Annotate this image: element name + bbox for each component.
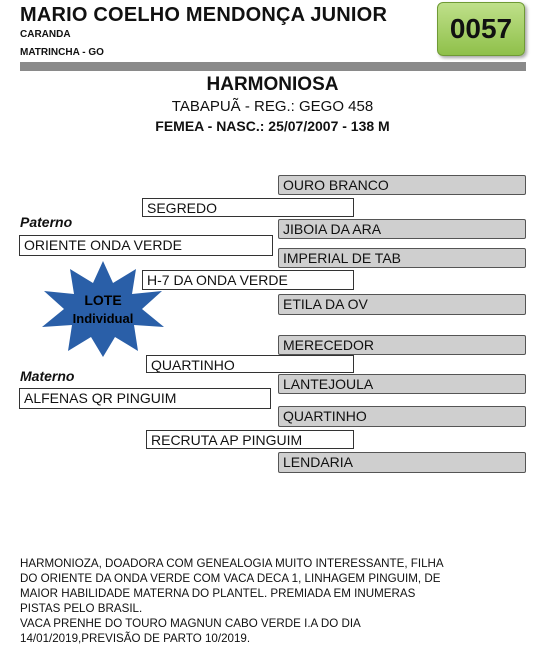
owner-name: MARIO COELHO MENDONÇA JUNIOR	[20, 4, 388, 26]
pedigree-sire: ORIENTE ONDA VERDE	[19, 235, 273, 256]
farm-name: CARANDA	[20, 29, 71, 40]
pedigree-sds: IMPERIAL DE TAB	[278, 248, 526, 268]
pedigree-dam-dam: RECRUTA AP PINGUIM	[146, 430, 354, 449]
lote-individual-starburst-icon	[38, 259, 168, 359]
description-line: 14/01/2019,PREVISÃO DE PARTO 10/2019.	[20, 632, 251, 645]
description-line: DO ORIENTE DA ONDA VERDE COM VACA DECA 1, LINHAGEM PINGUIM, DE	[20, 572, 441, 585]
animal-info: FEMEA - NASC.: 25/07/2007 - 138 M	[155, 118, 390, 134]
pedigree-dam: ALFENAS QR PINGUIM	[19, 388, 271, 409]
description-line: HARMONIOZA, DOADORA COM GENEALOGIA MUITO INTERESSANTE, FILHA	[20, 557, 444, 570]
description-line: VACA PRENHE DO TOURO MAGNUN CABO VERDE I.A DO DIA	[20, 617, 361, 630]
description-line: PISTAS PELO BRASIL.	[20, 602, 143, 615]
pedigree-sire-dam: H-7 DA ONDA VERDE	[142, 270, 354, 290]
header-divider	[20, 62, 526, 71]
badge-line2: Individual	[72, 311, 134, 326]
materno-label: Materno	[20, 368, 75, 384]
pedigree-sss: OURO BRANCO	[278, 175, 526, 195]
animal-registration: TABAPUÃ - REG.: GEGO 458	[171, 98, 374, 115]
lot-description	[20, 556, 520, 646]
pedigree-sdd: ETILA DA OV	[278, 294, 526, 315]
lot-number-badge: 0057	[437, 2, 525, 56]
animal-name: HARMONIOSA	[206, 74, 339, 95]
pedigree-dds: QUARTINHO	[278, 406, 526, 427]
pedigree-dss: MERECEDOR	[278, 335, 526, 355]
description-line: MAIOR HABILIDADE MATERNA DO PLANTEL. PREMIADA EM INUMERAS	[20, 587, 416, 600]
pedigree-ddd: LENDARIA	[278, 452, 526, 473]
pedigree-dam-sire: QUARTINHO	[146, 355, 354, 373]
pedigree-dsd: LANTEJOULA	[278, 374, 526, 394]
paterno-label: Paterno	[20, 214, 73, 230]
pedigree-sire-sire: SEGREDO	[142, 198, 354, 217]
city-name: MATRINCHA - GO	[20, 47, 104, 58]
pedigree-ssd: JIBOIA DA ARA	[278, 219, 526, 239]
badge-line1: LOTE	[84, 292, 122, 308]
